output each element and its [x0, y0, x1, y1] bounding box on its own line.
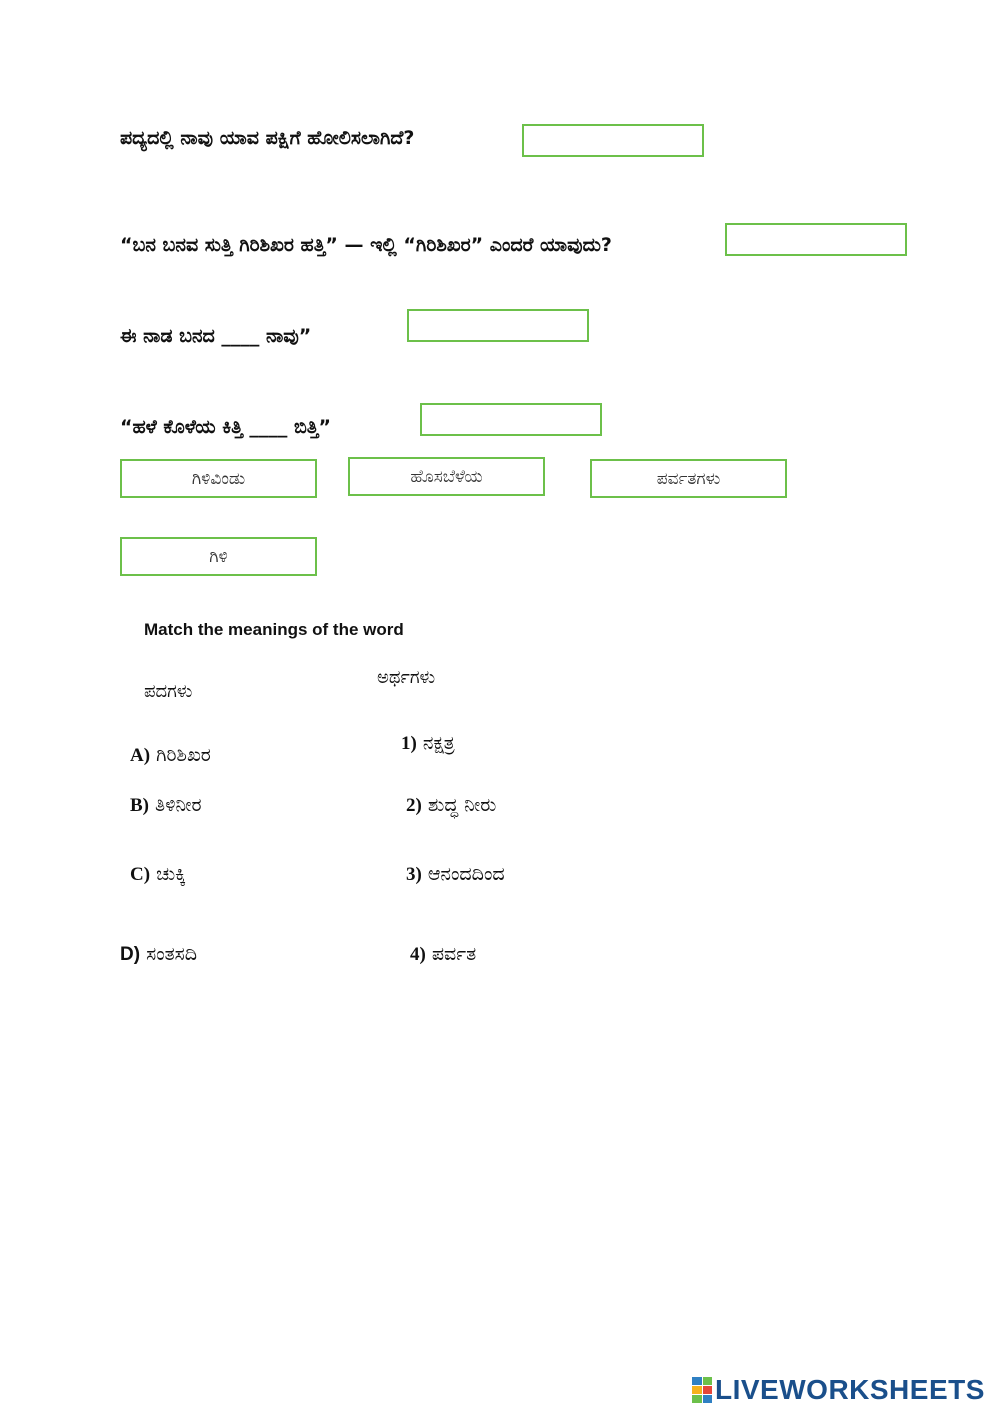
meaning-item-2 — [406, 793, 496, 818]
question-4: “ಹಳೆ ಕೊಳೆಯ ಕಿತ್ತಿ ____ ಬಿತ್ತಿ” — [120, 416, 331, 438]
word-label: D) — [120, 944, 141, 965]
meaning-label: 2) — [406, 795, 422, 816]
option-parvatagalu[interactable]: ಪರ್ವತಗಳು — [590, 459, 787, 498]
option-gili[interactable]: ಗಿಳಿ — [120, 537, 317, 576]
meaning-label: 4) — [410, 944, 426, 965]
word-item-a — [130, 743, 211, 768]
words-header: ಪದಗಳು — [144, 681, 193, 702]
option-giliwindu[interactable]: ಗಿಳಿವಿಂಡು — [120, 459, 317, 498]
question-3: ಈ ನಾಡ ಬನದ ____ ನಾವು” — [120, 325, 312, 347]
word-text: ತಿಳಿನೀರ — [155, 794, 202, 816]
question-1: ಪದ್ಯದಲ್ಲಿ ನಾವು ಯಾವ ಪಕ್ಷಿಗೆ ಹೋಲಿಸಲಾಗಿದೆ? — [120, 127, 415, 149]
meaning-label: 1) — [401, 733, 417, 754]
meaning-item-4 — [410, 942, 476, 967]
answer-box-2[interactable] — [725, 223, 907, 256]
answer-box-3[interactable] — [407, 309, 589, 342]
meaning-text: ಪರ್ವತ — [431, 943, 477, 965]
question-2: “ಬನ ಬನವ ಸುತ್ತಿ ಗಿರಿಶಿಖರ ಹತ್ತಿ” — ಇಲ್ಲಿ “ಗಿರಿಶಿಖರ” ಎಂದರೆ ಯಾವುದು? — [120, 234, 612, 256]
meaning-text: ನಕ್ಷತ್ರ — [422, 732, 455, 754]
word-text: ಸಂತಸದಿ — [146, 943, 198, 965]
meaning-item-3 — [406, 862, 505, 887]
word-label: B) — [130, 795, 149, 816]
word-text: ಗಿರಿಶಿಖರ — [156, 744, 211, 766]
meaning-text: ಆನಂದದಿಂದ — [427, 863, 505, 885]
word-text: ಚುಕ್ಕಿ — [156, 863, 186, 885]
logo-text: LIVEWORKSHEETS — [715, 1374, 985, 1405]
word-label: C) — [130, 864, 151, 885]
meaning-text: ಶುದ್ಧ ನೀರು — [427, 794, 497, 816]
liveworksheets-logo-icon — [692, 1377, 712, 1403]
word-item-c — [130, 862, 186, 887]
meaning-item-1 — [401, 731, 455, 756]
meaning-label: 3) — [406, 864, 422, 885]
liveworksheets-logo — [692, 1374, 985, 1406]
answer-box-1[interactable] — [522, 124, 704, 157]
word-item-b — [130, 793, 202, 818]
option-hosabeleya[interactable]: ಹೊಸಬೆಳೆಯ — [348, 457, 545, 496]
match-title: Match the meanings of the word — [144, 620, 404, 639]
word-item-d — [120, 942, 197, 967]
answer-box-4[interactable] — [420, 403, 602, 436]
meanings-header: ಅರ್ಥಗಳು — [377, 667, 436, 688]
word-label: A) — [130, 745, 151, 766]
